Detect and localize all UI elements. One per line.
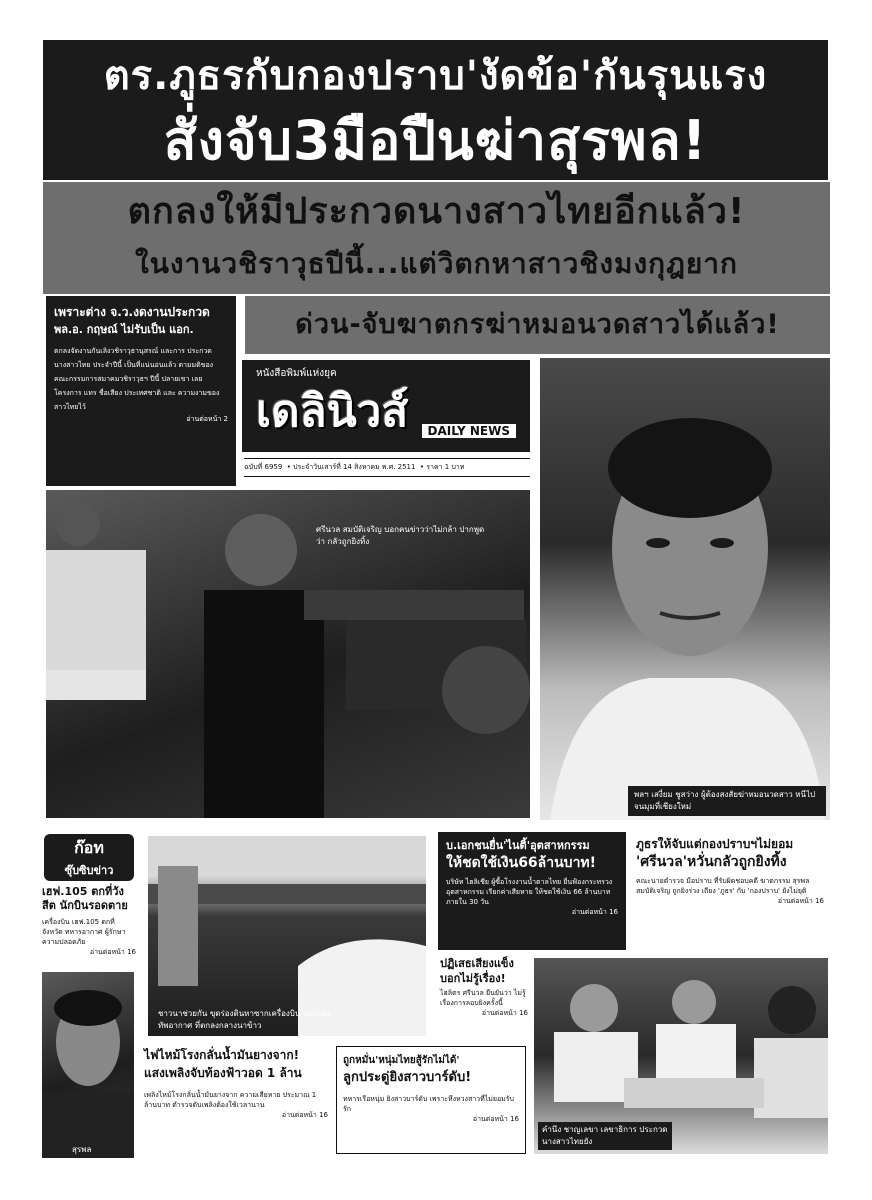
denial-story bbox=[438, 954, 530, 1038]
gossip-more: อ่านต่อหน้า 16 bbox=[89, 948, 136, 956]
young-headline2: ลูกประดู่ยิงสาวบาร์ดับ! bbox=[343, 1070, 472, 1085]
masthead bbox=[240, 360, 532, 482]
subheadline-block bbox=[43, 182, 830, 294]
denial-headline1: ปฏิเสธเสียงแข็ง bbox=[440, 957, 514, 970]
denial-body: ไฮลิตร ศรีนวล ยืนยันว่า ไม่รู้เรื่องการลอบยิงครั้งนี้ bbox=[440, 989, 526, 1007]
headline-line2: สั่งจับ3มือปืนฆ่าสุรพล! bbox=[163, 109, 708, 172]
bank-body: บริษัท ไฮลิเชีย ผู้ซื้อโรงงานน้ำตาลไทย ยื่นฟ้องกระทรวงอุตสาหกรรม เรียกค่าเสียหาย ให้ชดใช้เงิน 66 ล้านบาท ภายใน 30 วัน bbox=[446, 878, 613, 906]
banner-arrest-text: ด่วน-จับฆาตกรฆ่าหมอนวดสาวได้แล้ว! bbox=[295, 309, 780, 340]
gossip-headline: เฮฟ.105 ตกที่วังสีต นักบินรอดตาย bbox=[42, 885, 128, 912]
gossip-column bbox=[42, 830, 136, 970]
woman-photo bbox=[46, 490, 530, 818]
masthead-logo bbox=[242, 360, 530, 452]
masthead-english: DAILY NEWS bbox=[422, 424, 516, 438]
issue-price: ราคา 1 บาท bbox=[426, 463, 465, 471]
main-headline-block bbox=[43, 40, 828, 180]
young-story bbox=[336, 1046, 526, 1154]
gossip-logo-line2: ซุ๊บซิบข่าว bbox=[64, 864, 114, 877]
farm-scene-icon bbox=[148, 836, 426, 1036]
fire-more: อ่านต่อหน้า 16 bbox=[281, 1111, 328, 1119]
farm-caption: ชาวนาช่วยกัน ขุดร่องดินหาซากเครื่องบิน ของกองทัพอากาศ ที่ตกลงกลางนาข้าว bbox=[158, 1009, 331, 1030]
subheadline-line1: ตกลงให้มีประกวดนางสาวไทยอีกแล้ว! bbox=[127, 191, 746, 232]
masthead-issue-line: ฉบับที่ 6959 • ประจำวันเสาร์ที่ 14 สิงหาคม พ.ศ. 2511 • ราคา 1 บาท bbox=[244, 458, 530, 477]
man-figure-icon bbox=[42, 972, 134, 1158]
bank-headline2: ให้ชดใช้เงิน66ล้านบาท! bbox=[446, 855, 597, 871]
young-more: อ่านต่อหน้า 16 bbox=[472, 1115, 519, 1123]
left-box-title: เพราะต่าง จ.ว.งดงานประกวด bbox=[54, 305, 210, 319]
portrait-caption: พลฯ เสงี่ยม ชูสว่าง ผู้ต้องสงสัยฆ่าหมอนวดสาว หนีไปจนมุมที่เชียงใหม่ bbox=[628, 786, 826, 816]
bank-more: อ่านต่อหน้า 16 bbox=[571, 908, 618, 916]
meeting-photo bbox=[534, 958, 828, 1154]
bank-headline1: บ.เอกชนยื่น'ไนติ้'อุตสาหกรรม bbox=[446, 839, 590, 852]
banner-arrest bbox=[245, 296, 830, 354]
gossip-body: เครื่องบิน เฮฟ.105 ตกที่ จังหวัด ทหารอากาศ ผู้รักษาความปลอดภัย bbox=[42, 918, 126, 946]
denial-more: อ่านต่อหน้า 16 bbox=[481, 1009, 528, 1017]
headline-line1: ตร.ภูธรกับกองปราบ'งัดข้อ'กันรุนแรง bbox=[103, 53, 768, 99]
bank-story bbox=[438, 832, 626, 950]
masthead-name: เดลินิวส์ bbox=[256, 386, 409, 437]
gossip-logo-line1: ก๊อท bbox=[74, 838, 104, 857]
denial-headline2: บอกไม่รู้เรื่อง! bbox=[440, 972, 506, 985]
farm-photo bbox=[148, 836, 426, 1036]
issue-date: ประจำวันเสาร์ที่ 14 สิงหาคม พ.ศ. 2511 bbox=[293, 463, 416, 471]
man-photo-caption: สุรพล bbox=[72, 1145, 92, 1154]
left-box-more: อ่านต่อหน้า 2 bbox=[186, 415, 228, 423]
masthead-slogan: หนังสือพิมพ์แห่งยุค bbox=[256, 368, 337, 379]
portrait-face-icon bbox=[540, 358, 830, 820]
woman-caption: ศรีนวล สมบัติเจริญ บอกคนข่าวว่าไม่กล้า ปากพูดว่า กลัวถูกยิงทิ้ง bbox=[316, 525, 485, 546]
police-story bbox=[632, 832, 828, 950]
gossip-logo bbox=[44, 834, 134, 881]
left-box-title2: พล.อ. กฤษณ์ ไม่รับเป็น แอก. bbox=[54, 323, 194, 336]
police-body: คณะนายตำรวจ มือปราบ ที่รับผิดชอบคดี ฆาตกรรม สุรพล สมบัติเจริญ ถูกยิงร่วง เถียง 'ภูธร' กับ 'กองปราบ' ยังไม่ยุติ bbox=[636, 877, 810, 895]
meeting-caption: คำนึง ชาญเลขา เลขาธิการ ประกวดนางสาวไทยยัง bbox=[538, 1122, 672, 1150]
fire-headline2: แสงเพลิงจับท้องฟ้าวอด 1 ล้าน bbox=[144, 1066, 302, 1080]
police-more: อ่านต่อหน้า 16 bbox=[777, 897, 824, 905]
man-photo-left bbox=[42, 972, 134, 1158]
fire-headline1: ไฟไหม้โรงกลั่นน้ำมันยางจาก! bbox=[144, 1048, 300, 1062]
fire-story bbox=[140, 1042, 332, 1158]
left-box-body: ตกลงจัดงานกันเลิงวชิราวุธานุสรณ์ และการ ประกวด นางสาวไทย ประจำปีนี้ เป็นที่แน่นอนแล้ว ตามมติของคณะกรรมการสมาคมวชิราวุธฯ ปีนี้ ปลายเขา เลย โครงการ แทร ชื่อเสียง ประเทศชาติ และ ความงามของสาวไทยไว้ bbox=[54, 347, 220, 411]
fire-body: เพลิงไหม้โรงกลั่นน้ำมันยางจาก ความเสียหาย ประมาณ 1 ล้านบาท ตำรวจดับเพลิงต้องใช้เวลานาน bbox=[144, 1091, 317, 1109]
portrait-photo bbox=[540, 358, 830, 820]
issue-number: ฉบับที่ 6959 bbox=[244, 463, 283, 471]
subheadline-line2: ในงานวชิราวุธปีนี้...แต่วิตกหาสาวชิงมงกุฎยาก bbox=[135, 247, 738, 280]
police-headline1: ภูธรให้จับแต่กองปราบฯไม่ยอม bbox=[636, 837, 794, 851]
left-news-box bbox=[46, 296, 236, 486]
young-body: ทหารเรือหนุ่ม ยิงสาวบาร์ดับ เพราะหึงหวงสาวที่ไม่ยอมรับรัก bbox=[343, 1095, 514, 1113]
police-headline2: 'ศรีนวล'หวั่นกลัวถูกยิงทิ้ง bbox=[636, 854, 787, 870]
young-headline1: ถูกหมั่น'หนุ่มไทยสู้รักไม่ได้' bbox=[343, 1055, 460, 1066]
